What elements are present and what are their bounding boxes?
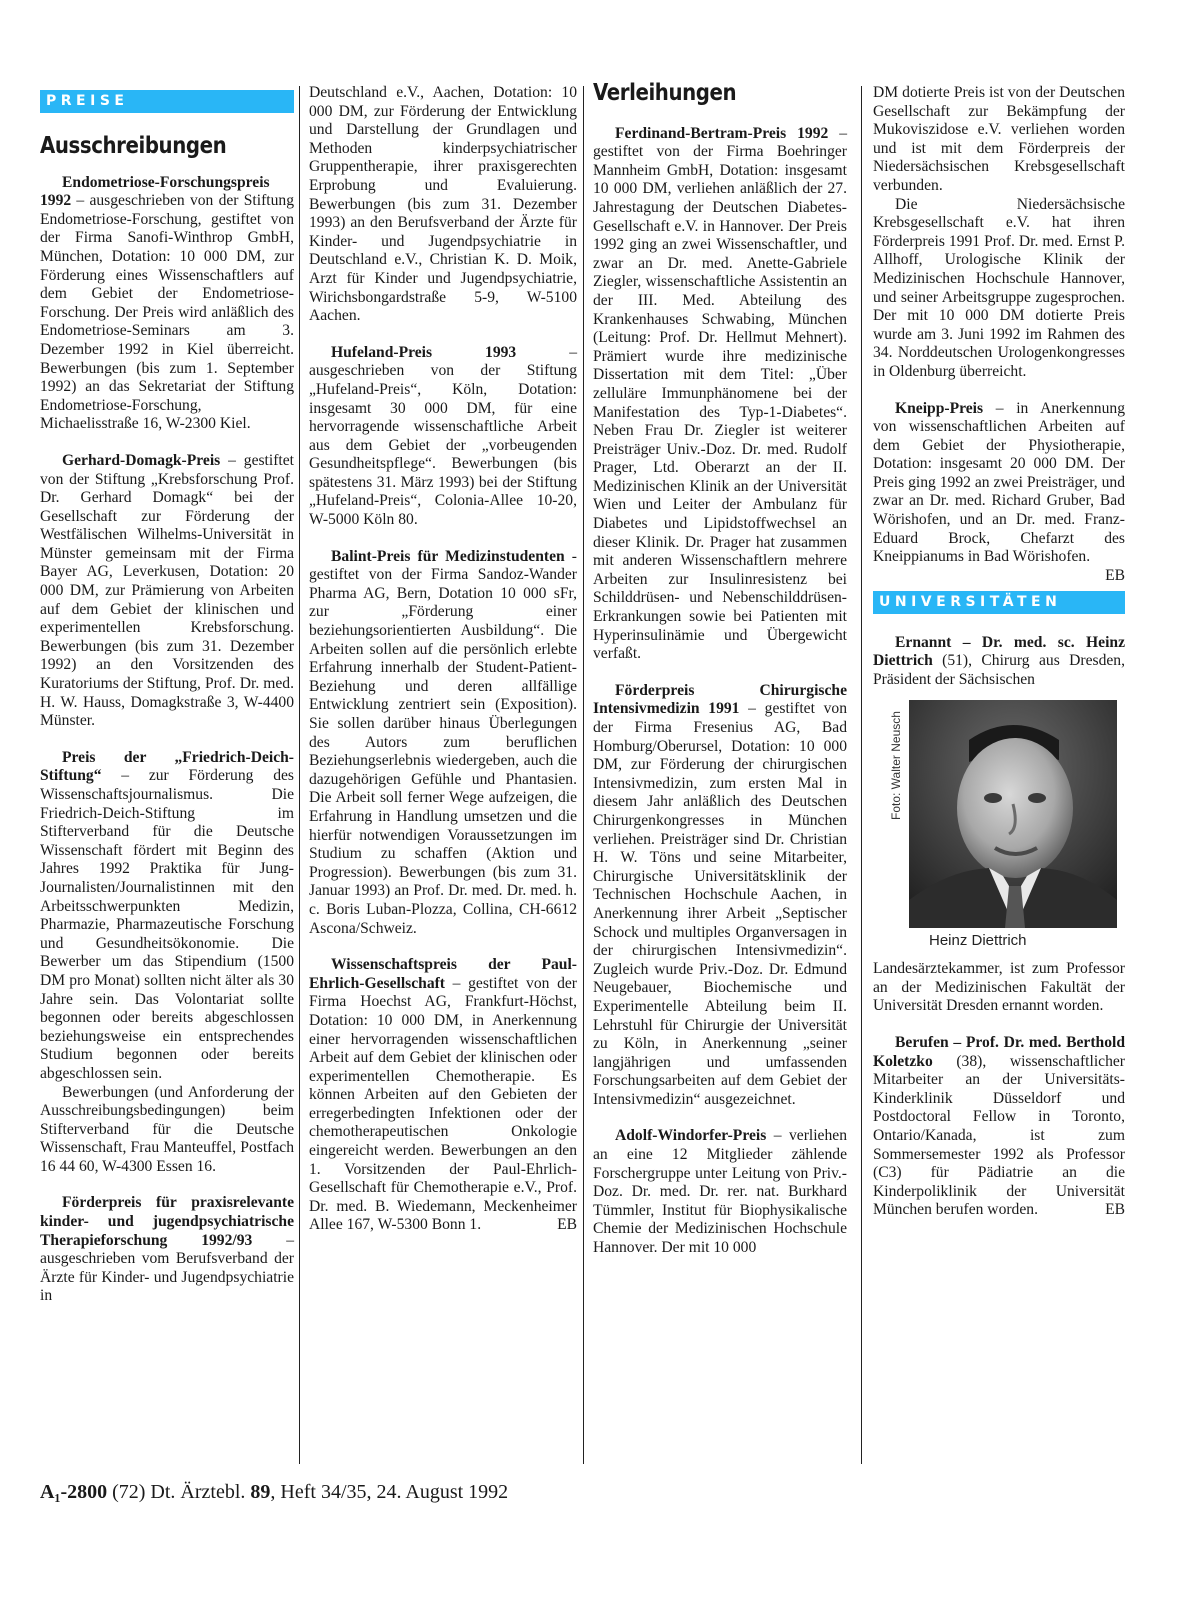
- article-entry: [309, 548, 577, 938]
- entry-title: Berufen – Prof. Dr. med. Berthold Koletzko: [873, 1034, 1125, 1070]
- entry-title: Ernannt – Dr. med. sc. Heinz Diettrich: [873, 633, 1125, 670]
- article-entry: [873, 399, 1125, 584]
- article-entry: [593, 682, 847, 1110]
- section-tag-preise: PREISE: [40, 90, 294, 113]
- entry-title: Hufeland-Preis 1993: [331, 343, 517, 361]
- entry-title: Förderpreis Chirurgische Intensivmedizin 1991: [593, 681, 847, 718]
- column-rule: [583, 86, 584, 1464]
- column-2: [309, 84, 577, 1235]
- entry-text: – in Anerkennung von wissenschaftlichen Arbeiten auf dem Gebiet der Physiotherapie, Dotation: insgesamt 20 000 DM. Der Preis ging 1992 an zwei Preisträger, und zwar an Dr. med. Richard Gruber, Bad Wörishofen, und an Dr. med. Franz-Eduard Brock, Chefarzt des Kneippianums in Bad Wörishofen.: [873, 399, 1125, 566]
- entry-text: – gestiftet von der Firma Hoechst AG, Frankfurt-Höchst, Dotation: 10 000 DM, in Anerkennung einer hervorragenden wissenschaftlichen Arbeit auf dem Gebiet der klinischen oder experimentellen Chemotherapie. Es können Arbeiten auf den Gebieten der erregerbedingten Infektionen oder der chemotherapeutischen Onkologie eingereicht werden. Bewerbungen an den 1. Vorsitzenden der Paul-Ehrlich-Gesellschaft für Chemotherapie e.V., Prof. Dr. med. B. Wiedemann, Meckenheimer Allee 167, W-5300 Bonn 1.: [309, 974, 577, 1234]
- entry-text: (38), wissenschaftlicher Mitarbeiter an der Universitäts-Kinderklinik Düsseldorf und Postdoctoral Fellow in Toronto, Ontario/Kanada, ist zum Sommersemester 1992 als Professor (C3) für Pädiatrie an die Kinderpoliklinik der Universität München berufen worden.: [873, 1052, 1125, 1219]
- column-rule: [861, 86, 862, 1464]
- entry-title: Preis der „Friedrich-Deich-Stiftung“: [40, 748, 294, 785]
- photo-caption: Heinz Diettrich: [929, 931, 1027, 949]
- issue-suffix: , Heft 34/35, 24. August 1992: [270, 1481, 509, 1503]
- article-entry: [593, 125, 847, 664]
- entry-text: – ausgeschrieben vom Berufsverband der Ärzte für Kinder- und Jugendpsychiatrie in: [40, 1231, 294, 1305]
- entry-text: – zur Förderung des Wissenschaftsjournalismus. Die Friedrich-Deich-Stiftung im Stifterverband für die Deutsche Wissenschaft fördert mit Beginn des Jahres 1992 Praktika für Jung-Journalisten/Journalistinnen mit den Arbeitsschwerpunkten Medizin, Pharmazie, Pharmazeutische Forschung und Gesundheitsökonomie. Die Bewerber um das Stipendium (1500 DM pro Monat) sollten nicht älter als 30 Jahre sein. Das Volontariat sollte begonnen oder bereits abgeschlossen beziehungsweise ein entsprechendes Studium begonnen oder bereits abgeschlossen sein.: [40, 767, 294, 1082]
- page-code: A₁-2800: [40, 1481, 108, 1503]
- entry-title: Wissenschaftspreis der Paul-Ehrlich-Gesellschaft: [309, 956, 577, 992]
- entry-text: DM dotierte Preis ist von der Deutschen Gesellschaft zur Bekämpfung der Mukoviszidose e.V. verliehen worden und ist mit dem Förderpreis der Niedersächsischen Krebsgesellschaft verbunden.: [873, 84, 1125, 194]
- author-sign: EB: [1105, 1201, 1125, 1219]
- entry-text: Landesärztekammer, ist zum Professor an der Medizinischen Fakultät der Universität Dresden ernannt worden.: [873, 960, 1125, 1015]
- photo-credit: Foto: Walter Neusch: [889, 710, 903, 820]
- entry-text: (51), Chirurg aus Dresden, Präsident der Sächsischen: [873, 652, 1125, 689]
- column-rule: [299, 86, 300, 1464]
- entry-title: Endometriose-Forschungspreis 1992: [40, 173, 270, 210]
- article-entry: [40, 452, 294, 731]
- entry-text: – verliehen an eine 12 Mitglieder zählende Forschergruppe unter Leitung von Priv.-Doz. Dr. med. Dr. rer. nat. Burkhard Tümmler, Institut für Biophysikalische Chemie der Medizinischen Hochschule Hannover. Der mit 10 000: [593, 1127, 847, 1257]
- article-entry: [40, 749, 294, 1177]
- entry-text: - gestiftet von der Firma Sandoz-Wander Pharma AG, Bern, Dotation 10 000 sFr, zur „Förderung einer beziehungsorientierten Ausbildung“. Die Arbeiten sollen auf die persönlich erlebte Erfahrung innerhalb der Student-Patient-Beziehung und deren allfällige Entwicklung zentriert sein (Exposition). Sie sollen darüber hinaus Überlegungen des Autors zum beruflichen Beziehungserlebnis wiedergeben, auch die dazugehörigen Gefühle und Phantasien. Die Arbeit soll ferner Wege aufzeigen, die Erfahrung in Handlung umsetzen und die hierfür notwendigen Voraussetzungen im Studium zu schaffen (Aktion und Progression). Bewerbungen (bis zum 31. Januar 1993) an Prof. Dr. med. Dr. med. h. c. Boris Luban-Plozza, Collina, CH-6612 Ascona/Schweiz.: [309, 547, 577, 937]
- entry-title: Adolf-Windorfer-Preis: [615, 1127, 767, 1145]
- entry-text: – gestiftet von der Stiftung „Krebsforschung Prof. Dr. Gerhard Domagk“ bei der Gesellschaft zur Förderung der Westfälischen Wilhelms-Universität in Münster gemeinsam mit der Firma Bayer AG, Leverkusen, Dotation: 20 000 DM, zur Prämierung von Arbeiten auf dem Gebiet der klinischen und experimentellen Krebsforschung. Bewerbungen (bis zum 31. Dezember 1992) an den Vorsitzenden des Kuratoriums der Stiftung, Prof. Dr. med. H. W. Hauss, Domagkstraße 3, W-4400 Münster.: [40, 451, 294, 730]
- entry-text: – ausgeschrieben von der Stiftung Endometriose-Forschung, gestiftet von der Firma Sanofi-Winthrop GmbH, München, Dotation: 10 000 DM, zur Förderung eines Wissenschaftlers auf dem Gebiet der Endometriose-Forschung. Der Preis wird anläßlich des Endometriose-Seminars am 3. Dezember 1992 in Kiel überreicht. Bewerbungen (bis zum 1. September 1992) an das Sekretariat der Stiftung Endometriose-Forschung, Michaelisstraße 16, W-2300 Kiel.: [40, 192, 294, 433]
- article-entry: [593, 1127, 847, 1257]
- portrait-image: [909, 700, 1117, 928]
- column-3: [593, 80, 847, 1258]
- entry-title: Ferdinand-Bertram-Preis 1992: [615, 124, 829, 142]
- author-sign: EB: [1105, 566, 1125, 584]
- entry-text: – gestiftet von der Firma Fresenius AG, Bad Homburg/Oberursel, Dotation: 10 000 DM, zur Förderung der chirurgischen Intensivmedizin, zum ersten Mal in diesem Jahr anläßlich des Deutschen Chirurgenkongresses in München verliehen. Preisträger sind Dr. Christian H. W. Töns und seine Mitarbeiter, Chirurgische Universitätsklinik der Technischen Hochschule Aachen, in Anerkennung ihrer Arbeit „Septischer Schock und multiples Organversagen in der chirurgischen Intensivmedizin“. Zugleich wurde Priv.-Doz. Dr. Edmund Neugebauer, Biochemische und Experimentelle Abteilung beim II. Lehrstuhl für Chirurgie der Universität zu Köln, in Anerkennung „seiner langjährigen und umfassenden Forschungsarbeiten auf dem Gebiet der Intensivmedizin“ ausgezeichnet.: [593, 700, 847, 1108]
- article-entry: [309, 956, 577, 1235]
- entry-title: Gerhard-Domagk-Preis: [62, 451, 221, 469]
- entry-text: – ausgeschrieben von der Stiftung „Hufeland-Preis“, Köln, Dotation: insgesamt 30 000 DM, für eine hervorragende wissenschaftliche Arbeit aus dem Gebiet der „vorbeugenden Gesundheitspflege“. Bewerbungen (bis spätestens 31. März 1993) bei der Stiftung „Hufeland-Preis“, Colonia-Allee 10-20, W-5000 Köln 80.: [309, 343, 577, 529]
- section-heading: Verleihungen: [593, 80, 737, 106]
- article-entry: [309, 344, 577, 530]
- entry-text: Deutschland e.V., Aachen, Dotation: 10 000 DM, zur Förderung der Entwicklung und Darstellung der Grundlagen und Methoden kinderpsychiatrischer Gruppentherapie, ihrer praxisgerechten Erprobung und Evaluierung. Bewerbungen (bis zum 31. Dezember 1993) an den Berufsverband der Ärzte für Kinder- und Jugendpsychiatrie in Deutschland e.V., Christian K. D. Moik, Arzt für Kinder und Jugendpsychiatrie, Wirichsbongardstraße 5-9, W-5100 Aachen.: [309, 84, 577, 325]
- article-entry: [40, 174, 294, 434]
- article-entry: [873, 960, 1125, 1016]
- portrait-photo: [889, 700, 1117, 928]
- section-tag-universitaeten: UNIVERSITÄTEN: [873, 591, 1125, 614]
- author-sign: EB: [557, 1216, 577, 1234]
- entry-text: Die Niedersächsische Krebsgesellschaft e.V. hat ihren Förderpreis 1991 Prof. Dr. med. Ernst P. Allhoff, Urologische Klinik der Medizinischen Hochschule Hannover, und seiner Arbeitsgruppe zugesprochen. Der mit 10 000 DM dotierte Preis wurde am 3. Juni 1992 im Rahmen des 34. Norddeutschen Urologenkongresses in Oldenburg überreicht.: [873, 195, 1125, 380]
- page-footer: [40, 1481, 508, 1504]
- section-heading: Ausschreibungen: [40, 133, 227, 159]
- entry-title: Balint-Preis für Medizinstudenten: [331, 547, 565, 565]
- column-1: [40, 84, 294, 1306]
- article-entry: [873, 84, 1125, 382]
- issue-prefix: (72) Dt. Ärztebl.: [112, 1481, 246, 1503]
- article-entry: [873, 634, 1125, 690]
- entry-text: – gestiftet von der Firma Boehringer Mannheim GmbH, Dotation: insgesamt 10 000 DM, verliehen anläßlich der 27. Jahrestagung der Deutschen Diabetes-Gesellschaft e.V. in Hannover. Der Preis 1992 ging an zwei Wissenschaftler, und zwar an Dr. med. Anette-Gabriele Ziegler, wissenschaftliche Assistentin an der III. Med. Abteilung des Krankenhauses Schwabing, München (Leitung: Prof. Dr. Hellmut Mehnert). Prämiert wurde ihre medizinische Dissertation mit dem Titel: „Über zelluläre Immunphänomene bei der Manifestation des Typ-1-Diabetes“. Neben Frau Dr. Ziegler ist weiterer Preisträger Univ.-Doz. Dr. med. Rudolf Prager, Ltd. Oberarzt an der II. Medizinischen Klinik an der Universität Wien und Leiter der Ambulanz für Diabetes und Lipidstoffwechsel an dieser Klinik. Dr. Prager hat zusammen mit anderen Wissenschaftlern mehrere Arbeiten zur Insulinresistenz bei Schilddrüsen- und Nebenschilddrüsen-Erkrankungen sowie bei Patienten mit Hyperinsulinämie und Übergewicht verfaßt.: [593, 124, 847, 663]
- issue-volume: 89: [250, 1481, 271, 1503]
- article-entry: [309, 84, 577, 326]
- entry-title: Kneipp-Preis: [895, 399, 984, 417]
- column-4: [873, 84, 1125, 1220]
- article-entry: [40, 1194, 294, 1306]
- article-entry: [873, 1034, 1125, 1220]
- entry-title: Förderpreis für praxisrelevante kinder- und jugendpsychiatrische Therapieforschung 1992/93: [40, 1194, 294, 1249]
- entry-text: Bewerbungen (und Anforderung der Ausschreibungsbedingungen) beim Stifterverband für die Deutsche Wissenschaft, Frau Manteuffel, Postfach 16 44 60, W-4300 Essen 16.: [40, 1083, 294, 1175]
